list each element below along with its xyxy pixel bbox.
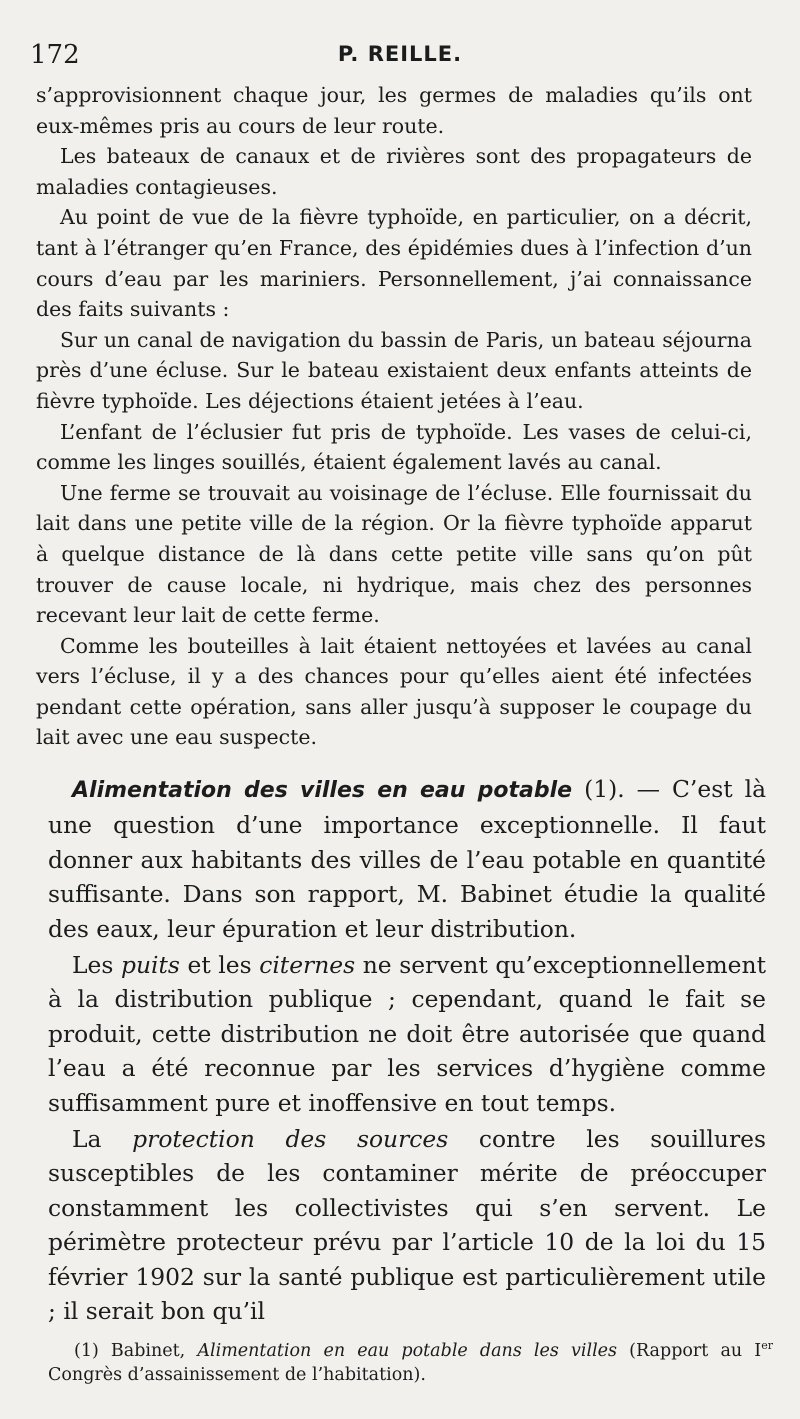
text-run: ne servent qu’exceptionnellement à la distribution publique ; cependant, quand le fait se produit, cette distribution ne doit être autorisée que quand l’eau a été reconnue par les services d’hygiène comme suffisamment pure et inoffensive en tout temps. (48, 951, 766, 1117)
text-run: Congrès d’assainissement de l’habitation). (48, 1364, 426, 1385)
section-title: Alimentation des villes en eau potable (72, 778, 573, 803)
footnote-ref: (1). (584, 775, 625, 803)
paragraph: Sur un canal de navigation du bassin de Paris, un bateau séjourna près d’une écluse. Sur le bateau existaient deux enfants atteints de fièvre typhoïde. Les déjections étaient jetées à l’eau. (36, 327, 752, 413)
section-intro-paragraph (48, 772, 766, 946)
paragraph: s’approvisionnent chaque jour, les germes de maladies qu’ils ont eux-mêmes pris au cours de leur route. (36, 83, 752, 138)
page-header (30, 40, 770, 76)
italic-term: citernes (259, 951, 356, 980)
body-text-top (36, 80, 752, 753)
paragraph: Au point de vue de la fièvre typhoïde, en particulier, on a décrit, tant à l’étranger qu’en France, des épidémies dues à l’infection d’un cours d’eau par les mariniers. Personnellement, j’ai connaissance des faits suivants : (36, 205, 752, 322)
italic-term: puits (120, 951, 180, 980)
paragraph-wells (48, 948, 766, 1120)
running-head: P. REILLE. (337, 42, 463, 66)
footnotes (48, 1334, 773, 1387)
footnote-number: (1) (74, 1340, 111, 1361)
italic-term: protection des sources (132, 1125, 449, 1154)
text-run: Les (72, 951, 121, 980)
text-run: La (72, 1125, 133, 1154)
text-run: et les (179, 951, 260, 980)
page-number: 172 (30, 40, 80, 70)
paragraph: Les bateaux de canaux et de rivières sont des propagateurs de maladies contagieuses. (36, 144, 752, 199)
text-run: (Rapport au I (617, 1340, 762, 1361)
footnote (48, 1334, 773, 1387)
paragraph: Comme les bouteilles à lait étaient nettoyées et lavées au canal vers l’écluse, il y a des chances pour qu’elles aient été infectées pendant cette opération, sans aller jusqu’à supposer le coupage du lait avec une eau suspecte. (36, 633, 752, 750)
superscript: er (761, 1339, 773, 1352)
paragraph-sources (48, 1122, 766, 1328)
footnote-author: Babinet, (110, 1340, 198, 1361)
paragraph: Une ferme se trouvait au voisinage de l’écluse. Elle fournissait du lait dans une petite ville de la région. Or la fièvre typhoïde apparut à quelque distance de là dans cette petite ville sans qu’on pût trouver de cause locale, ni hydrique, mais chez des personnes recevant leur lait de cette ferme. (36, 480, 752, 628)
paragraph: L’enfant de l’éclusier fut pris de typhoïde. Les vases de celui-ci, comme les linges souillés, étaient également lavés au canal. (36, 419, 752, 475)
text-run: contre les souillures susceptibles de les contaminer mérite de préoccuper constamment les collectivistes qui s’en servent. Le périmètre protecteur prévu par l’article 10 de la loi du 15 février 1902 sur la santé publique est particulièrement utile ; il serait bon qu’il (48, 1125, 766, 1326)
section-water-supply (48, 772, 766, 1331)
section-intro-text: — C’est là une question d’une importance exceptionnelle. Il faut donner aux habitants des villes de l’eau potable en quantité suffisante. Dans son rapport, M. Babinet étudie la qualité des eaux, leur épuration et leur distribution. (48, 775, 767, 943)
footnote-title: Alimentation en eau potable dans les villes (197, 1340, 618, 1361)
